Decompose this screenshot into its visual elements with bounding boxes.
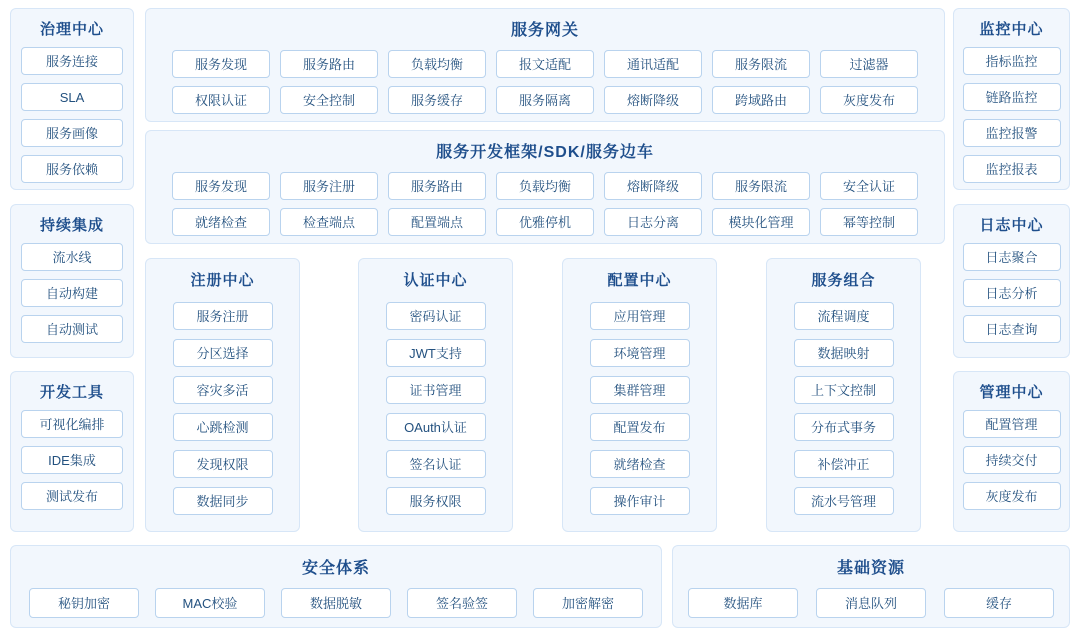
chip-config-5[interactable]: 操作审计	[590, 487, 690, 515]
chip-auth-3[interactable]: OAuth认证	[386, 413, 486, 441]
chip-registry-4[interactable]: 发现权限	[173, 450, 273, 478]
panel-gateway-row-1	[172, 86, 918, 114]
chip-auth-0[interactable]: 密码认证	[386, 302, 486, 330]
chip-devtools-0[interactable]: 可视化编排	[21, 410, 123, 438]
panel-sdk-items	[146, 172, 944, 236]
chip-composition-4[interactable]: 补偿冲正	[794, 450, 894, 478]
chip-logs-1[interactable]: 日志分析	[963, 279, 1061, 307]
chip-gateway-1-1[interactable]: 安全控制	[280, 86, 378, 114]
chip-security-0[interactable]: 秘钥加密	[29, 588, 139, 618]
chip-gateway-0-6[interactable]: 过滤器	[820, 50, 918, 78]
chip-sdk-0-5[interactable]: 服务限流	[712, 172, 810, 200]
panel-config-center	[562, 258, 717, 532]
chip-monitor-1[interactable]: 链路监控	[963, 83, 1061, 111]
chip-auth-1[interactable]: JWT支持	[386, 339, 486, 367]
chip-composition-0[interactable]: 流程调度	[794, 302, 894, 330]
chip-sdk-1-1[interactable]: 检查端点	[280, 208, 378, 236]
panel-logs-items	[954, 243, 1069, 343]
panel-registry-title: 注册中心	[190, 272, 255, 289]
panel-manage-items	[954, 410, 1069, 510]
chip-monitor-3[interactable]: 监控报表	[963, 155, 1061, 183]
chip-gateway-1-5[interactable]: 跨域路由	[712, 86, 810, 114]
panel-sdk-row-0	[172, 172, 918, 200]
panel-devtools-items	[11, 410, 133, 510]
chip-devtools-2[interactable]: 测试发布	[21, 482, 123, 510]
panel-infrastructure	[672, 545, 1070, 628]
panel-registry-center	[145, 258, 300, 532]
chip-gateway-0-0[interactable]: 服务发现	[172, 50, 270, 78]
panel-governance-items	[11, 47, 133, 183]
panel-monitor-center	[953, 8, 1070, 190]
chip-config-4[interactable]: 就绪检查	[590, 450, 690, 478]
chip-registry-3[interactable]: 心跳检测	[173, 413, 273, 441]
chip-logs-0[interactable]: 日志聚合	[963, 243, 1061, 271]
chip-gateway-0-3[interactable]: 报文适配	[496, 50, 594, 78]
panel-log-center	[953, 204, 1070, 358]
panel-ci-title: 持续集成	[39, 217, 104, 234]
panel-ci-items	[11, 243, 133, 343]
panel-infra-title: 基础资源	[836, 560, 905, 577]
panel-management-center	[953, 371, 1070, 532]
chip-sdk-1-0[interactable]: 就绪检查	[172, 208, 270, 236]
panel-auth-title: 认证中心	[403, 272, 468, 289]
chip-infra-0[interactable]: 数据库	[688, 588, 798, 618]
chip-security-1[interactable]: MAC校验	[155, 588, 265, 618]
chip-registry-5[interactable]: 数据同步	[173, 487, 273, 515]
chip-sdk-1-5[interactable]: 模块化管理	[712, 208, 810, 236]
chip-config-3[interactable]: 配置发布	[590, 413, 690, 441]
chip-gateway-1-4[interactable]: 熔断降级	[604, 86, 702, 114]
chip-sdk-0-2[interactable]: 服务路由	[388, 172, 486, 200]
panel-governance	[10, 8, 134, 190]
panel-service-gateway	[145, 8, 945, 122]
chip-gateway-1-2[interactable]: 服务缓存	[388, 86, 486, 114]
panel-config-items	[563, 302, 716, 515]
panel-composition-items	[767, 302, 920, 515]
chip-governance-1[interactable]: SLA	[21, 83, 123, 111]
chip-sdk-0-1[interactable]: 服务注册	[280, 172, 378, 200]
panel-infra-items	[673, 588, 1069, 618]
panel-gateway-items	[146, 50, 944, 114]
chip-registry-0[interactable]: 服务注册	[173, 302, 273, 330]
panel-sdk-title: 服务开发框架/SDK/服务边车	[436, 144, 654, 161]
chip-governance-3[interactable]: 服务依赖	[21, 155, 123, 183]
chip-devtools-1[interactable]: IDE集成	[21, 446, 123, 474]
panel-security-title: 安全体系	[301, 560, 370, 577]
chip-composition-2[interactable]: 上下文控制	[794, 376, 894, 404]
chip-ci-2[interactable]: 自动测试	[21, 315, 123, 343]
panel-service-composition	[766, 258, 921, 532]
chip-sdk-0-4[interactable]: 熔断降级	[604, 172, 702, 200]
chip-security-3[interactable]: 签名验签	[407, 588, 517, 618]
panel-sdk-framework	[145, 130, 945, 244]
panel-manage-title: 管理中心	[979, 384, 1044, 401]
panel-monitor-title: 监控中心	[979, 21, 1044, 38]
chip-gateway-0-1[interactable]: 服务路由	[280, 50, 378, 78]
panel-registry-items	[146, 302, 299, 515]
panel-dev-tools	[10, 371, 134, 532]
chip-config-1[interactable]: 环境管理	[590, 339, 690, 367]
chip-gateway-1-0[interactable]: 权限认证	[172, 86, 270, 114]
chip-manage-2[interactable]: 灰度发布	[963, 482, 1061, 510]
chip-manage-0[interactable]: 配置管理	[963, 410, 1061, 438]
chip-config-2[interactable]: 集群管理	[590, 376, 690, 404]
panel-logs-title: 日志中心	[979, 217, 1044, 234]
chip-sdk-1-4[interactable]: 日志分离	[604, 208, 702, 236]
chip-registry-1[interactable]: 分区选择	[173, 339, 273, 367]
panel-sdk-row-1	[172, 208, 918, 236]
chip-security-2[interactable]: 数据脱敏	[281, 588, 391, 618]
panel-security-items	[11, 588, 661, 618]
chip-composition-3[interactable]: 分布式事务	[794, 413, 894, 441]
chip-config-0[interactable]: 应用管理	[590, 302, 690, 330]
chip-sdk-0-0[interactable]: 服务发现	[172, 172, 270, 200]
panel-security-system	[10, 545, 662, 628]
chip-monitor-0[interactable]: 指标监控	[963, 47, 1061, 75]
panel-governance-title: 治理中心	[39, 21, 104, 38]
chip-composition-5[interactable]: 流水号管理	[794, 487, 894, 515]
panel-monitor-items	[954, 47, 1069, 183]
chip-gateway-0-2[interactable]: 负载均衡	[388, 50, 486, 78]
chip-gateway-0-5[interactable]: 服务限流	[712, 50, 810, 78]
panel-composition-title: 服务组合	[811, 272, 876, 289]
chip-governance-2[interactable]: 服务画像	[21, 119, 123, 147]
chip-registry-2[interactable]: 容灾多活	[173, 376, 273, 404]
chip-auth-4[interactable]: 签名认证	[386, 450, 486, 478]
chip-sdk-1-2[interactable]: 配置端点	[388, 208, 486, 236]
chip-security-4[interactable]: 加密解密	[533, 588, 643, 618]
chip-sdk-0-3[interactable]: 负载均衡	[496, 172, 594, 200]
chip-gateway-1-3[interactable]: 服务隔离	[496, 86, 594, 114]
chip-sdk-1-3[interactable]: 优雅停机	[496, 208, 594, 236]
chip-auth-5[interactable]: 服务权限	[386, 487, 486, 515]
chip-logs-2[interactable]: 日志查询	[963, 315, 1061, 343]
chip-auth-2[interactable]: 证书管理	[386, 376, 486, 404]
chip-sdk-0-6[interactable]: 安全认证	[820, 172, 918, 200]
panel-continuous-integration	[10, 204, 134, 358]
panel-auth-center	[358, 258, 513, 532]
panel-gateway-row-0	[172, 50, 918, 78]
panel-config-title: 配置中心	[607, 272, 672, 289]
chip-ci-1[interactable]: 自动构建	[21, 279, 123, 307]
chip-composition-1[interactable]: 数据映射	[794, 339, 894, 367]
chip-infra-1[interactable]: 消息队列	[816, 588, 926, 618]
chip-governance-0[interactable]: 服务连接	[21, 47, 123, 75]
panel-auth-items	[359, 302, 512, 515]
chip-gateway-1-6[interactable]: 灰度发布	[820, 86, 918, 114]
chip-manage-1[interactable]: 持续交付	[963, 446, 1061, 474]
chip-gateway-0-4[interactable]: 通讯适配	[604, 50, 702, 78]
chip-monitor-2[interactable]: 监控报警	[963, 119, 1061, 147]
chip-ci-0[interactable]: 流水线	[21, 243, 123, 271]
panel-devtools-title: 开发工具	[39, 384, 104, 401]
chip-infra-2[interactable]: 缓存	[944, 588, 1054, 618]
chip-sdk-1-6[interactable]: 幂等控制	[820, 208, 918, 236]
panel-gateway-title: 服务网关	[510, 22, 579, 39]
